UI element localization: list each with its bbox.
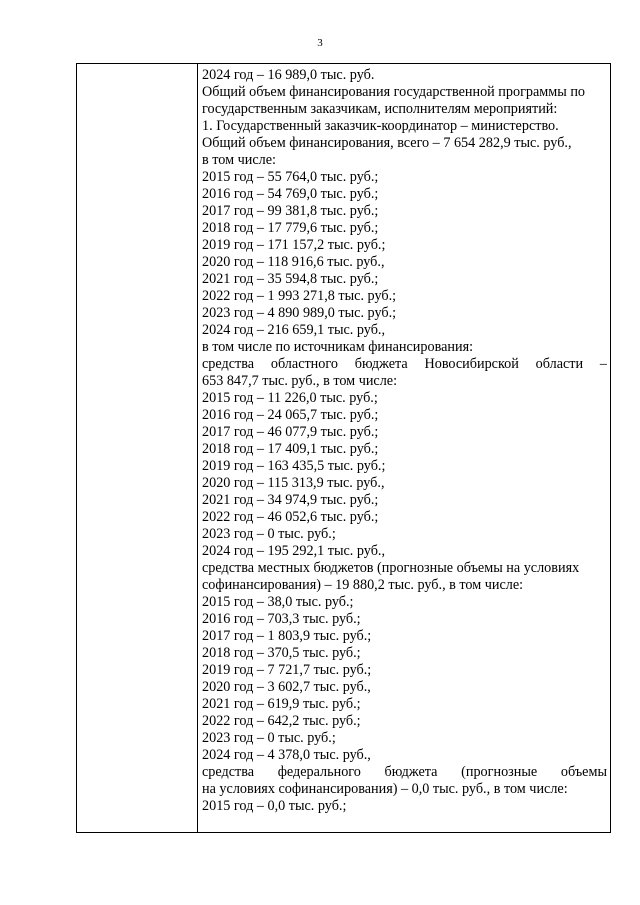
text-line: 2015 год – 38,0 тыс. руб.; — [202, 594, 354, 610]
text-line: 2015 год – 55 764,0 тыс. руб.; — [202, 169, 379, 185]
text-line: 2021 год – 619,9 тыс. руб.; — [202, 696, 361, 712]
text-line: Общий объем финансирования, всего – 7 654 282,9 тыс. руб., — [202, 135, 572, 151]
text-line: 2022 год – 642,2 тыс. руб.; — [202, 713, 361, 729]
text-line: 2015 год – 11 226,0 тыс. руб.; — [202, 390, 378, 406]
text-line: Общий объем финансирования государственной программы по — [202, 84, 586, 100]
text-line: 2016 год – 703,3 тыс. руб.; — [202, 611, 361, 627]
text-line: 2019 год – 171 157,2 тыс. руб.; — [202, 237, 386, 253]
text-line: 2020 год – 115 313,9 тыс. руб., — [202, 475, 385, 491]
financing-table — [76, 63, 611, 833]
text-line: государственным заказчикам, исполнителям мероприятий: — [202, 101, 558, 117]
text-line: 2023 год – 0 тыс. руб.; — [202, 730, 336, 746]
text-line: 2024 год – 216 659,1 тыс. руб., — [202, 322, 386, 338]
text-line: 2016 год – 24 065,7 тыс. руб.; — [202, 407, 379, 423]
text-line: 2020 год – 3 602,7 тыс. руб., — [202, 679, 371, 695]
text-line: софинансирования) – 19 880,2 тыс. руб., в том числе: — [202, 577, 524, 593]
text-line: 2021 год – 34 974,9 тыс. руб.; — [202, 492, 379, 508]
table-cell-left-empty — [77, 64, 198, 833]
text-line: 2023 год – 0 тыс. руб.; — [202, 526, 336, 542]
text-line: 2019 год – 163 435,5 тыс. руб.; — [202, 458, 386, 474]
text-line: 2016 год – 54 769,0 тыс. руб.; — [202, 186, 379, 202]
text-line: 2018 год – 370,5 тыс. руб.; — [202, 645, 361, 661]
text-line: 2021 год – 35 594,8 тыс. руб.; — [202, 271, 379, 287]
text-line: в том числе: — [202, 152, 276, 168]
text-line: 2015 год – 0,0 тыс. руб.; — [202, 798, 347, 814]
text-line: 2024 год – 4 378,0 тыс. руб., — [202, 747, 371, 763]
text-line: 2017 год – 99 381,8 тыс. руб.; — [202, 203, 379, 219]
text-line: в том числе по источникам финансирования: — [202, 339, 474, 355]
text-line: средства областного бюджета Новосибирской области – — [202, 356, 607, 372]
text-line: 1. Государственный заказчик-координатор – министерство. — [202, 118, 559, 134]
text-line: 2017 год – 46 077,9 тыс. руб.; — [202, 424, 379, 440]
text-line: средства федерального бюджета (прогнозные объемы — [202, 764, 607, 780]
text-line: 2022 год – 46 052,6 тыс. руб.; — [202, 509, 379, 525]
financing-text-block — [198, 64, 610, 815]
text-line: 2024 год – 195 292,1 тыс. руб., — [202, 543, 386, 559]
table-row — [77, 64, 611, 833]
text-line: 2024 год – 16 989,0 тыс. руб. — [202, 67, 375, 83]
text-line: 2022 год – 1 993 271,8 тыс. руб.; — [202, 288, 397, 304]
text-line: 2017 год – 1 803,9 тыс. руб.; — [202, 628, 372, 644]
text-line: 2018 год – 17 409,1 тыс. руб.; — [202, 441, 379, 457]
text-line: средства местных бюджетов (прогнозные объемы на условиях — [202, 560, 580, 576]
page-number: 3 — [317, 37, 323, 49]
text-line: 2018 год – 17 779,6 тыс. руб.; — [202, 220, 379, 236]
text-line: 2020 год – 118 916,6 тыс. руб., — [202, 254, 385, 270]
text-line: 2019 год – 7 721,7 тыс. руб.; — [202, 662, 372, 678]
text-line: 653 847,7 тыс. руб., в том числе: — [202, 373, 398, 389]
text-line: 2023 год – 4 890 989,0 тыс. руб.; — [202, 305, 397, 321]
text-line: на условиях софинансирования) – 0,0 тыс. руб., в том числе: — [202, 781, 568, 797]
table-cell-financing-text — [198, 64, 611, 833]
